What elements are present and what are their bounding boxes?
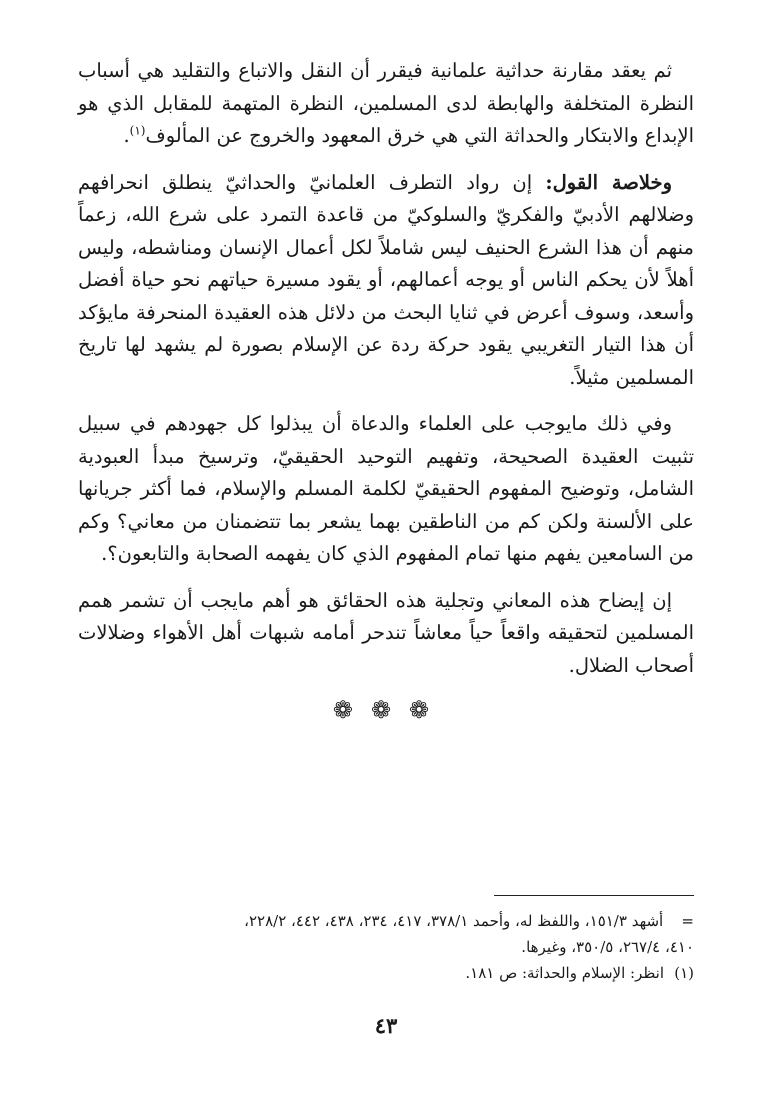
footnote-continuation-2 bbox=[78, 934, 694, 960]
footnote-divider bbox=[494, 895, 694, 896]
footnote-continuation-line1: أشهد ١٥١/٣، واللفظ له، وأحمد ٣٧٨/١، ٤١٧، ٢٣٤، ٤٣٨، ٤٤٢، ٢٢٨/٢، bbox=[244, 912, 664, 930]
book-page bbox=[78, 55, 694, 1055]
paragraph-3 bbox=[78, 408, 694, 571]
paragraph-1-text: ثم يعقد مقارنة حداثية علمانية فيقرر أن النقل والاتباع والتقليد هي أسباب النظرة المتخلفة والهابطة لدى المسلمين، النظرة المتهمة للمقابل الذي هو الإبداع والابتكار والحداثة التي هي خرق المعهود والخروج عن المألوف bbox=[78, 59, 694, 147]
ornament-icon: ❁ bbox=[332, 696, 363, 724]
footnote-continuation bbox=[78, 908, 694, 934]
footnote-continuation-line2: ٤١٠، ٢٦٧/٤، ٣٥٠/٥، وغيرها. bbox=[521, 938, 694, 956]
paragraph-1-end: . bbox=[123, 124, 130, 147]
ornament-icon: ❁ bbox=[370, 696, 402, 724]
footnote-1-number: (١) bbox=[674, 964, 694, 982]
paragraph-3-text: وفي ذلك مايوجب على العلماء والدعاة أن يبذلوا كل جهودهم في سبيل تثبيت العقيدة الصحيحة، وتفهيم التوحيد الحقيقيّ، وترسيخ مبدأ العبودية الشامل، وتوضيح المفهوم الحقيقيّ لكلمة المسلم والإسلام، فما أكثر جريانها على الألسنة ولكن كم من الناطقين بهما يشعر بما تتضمنان من معاني؟ وكم من السامعين يفهم منها تمام المفهوم الذي كان يفهمه الصحابة والتابعون؟. bbox=[78, 412, 694, 565]
section-separator bbox=[78, 696, 694, 724]
page-number: ٤٣ bbox=[374, 1013, 398, 1038]
footnotes bbox=[78, 895, 694, 986]
paragraph-2-lead: وخلاصة القول: bbox=[545, 170, 672, 194]
footnote-reference[interactable]: (١) bbox=[129, 123, 146, 138]
footnote-1-text: انظر: الإسلام والحداثة: ص ١٨١. bbox=[465, 964, 664, 982]
ornament-icon: ❁ bbox=[409, 696, 440, 724]
paragraph-1 bbox=[78, 55, 694, 153]
paragraph-4-text: إن إيضاح هذه المعاني وتجلية هذه الحقائق هو أهم مايجب أن تشمر همم المسلمين لتحقيقه واقعاً حياً معاشاً تندحر أمامه شبهات أهل الأهواء وضلالات أصحاب الضلال. bbox=[78, 588, 694, 677]
paragraph-2 bbox=[78, 167, 694, 395]
paragraph-4 bbox=[78, 585, 694, 683]
footnote-1 bbox=[78, 960, 694, 986]
paragraph-2-text: إن رواد التطرف العلمانيّ والحداثيّ ينطلق انحرافهم وضلالهم الأدبيّ والفكريّ والسلوكيّ من قاعدة التمرد على شرع الله، زعماً منهم أن هذا الشرع الحنيف ليس شاملاً لكل أعمال الإنسان ومناشطه، وليس أهلاً لأن يحكم الناس أو يوجه أعمالهم، أو يقود مسيرة حياتهم نحو حياة أفضل وأسعد، وسوف أعرض في ثنايا البحث من دلائل هذه العقيدة المنحرفة مايؤكد أن هذا التيار التغريبي يقود حركة ردة عن الإسلام بصورة لم يشهد لها تاريخ المسلمين مثيلاً. bbox=[78, 170, 694, 389]
continuation-marker: = bbox=[681, 912, 694, 930]
